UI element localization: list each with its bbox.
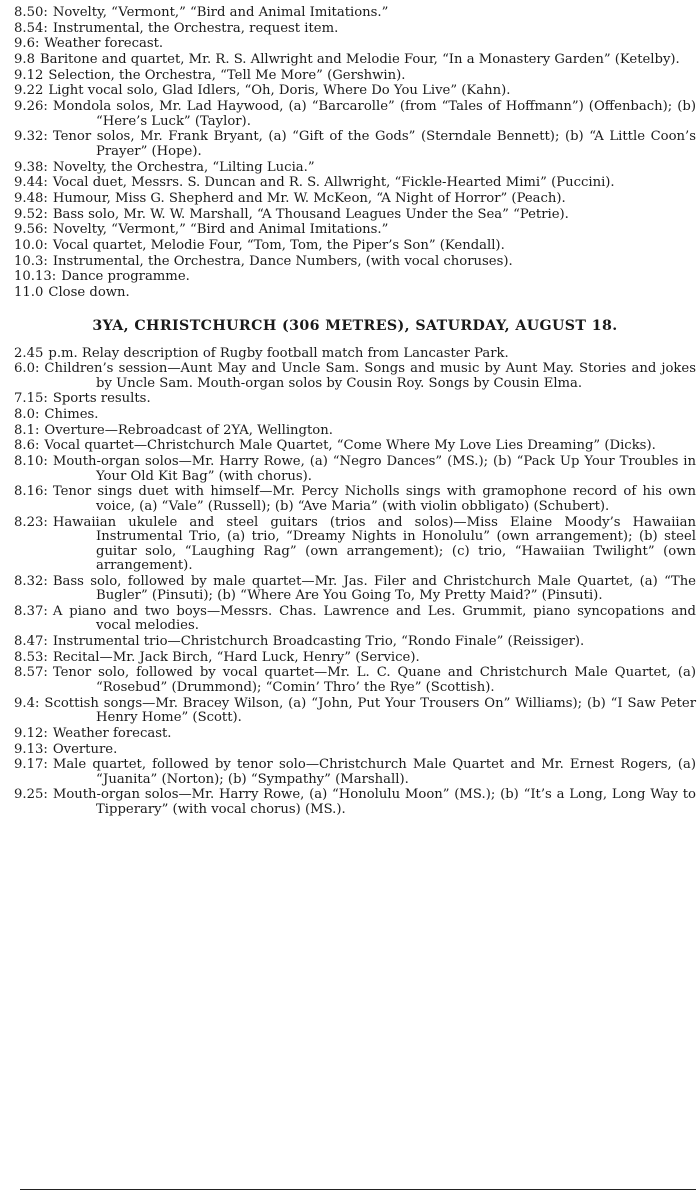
programme-entry bbox=[14, 666, 696, 695]
programme-entry bbox=[14, 208, 696, 223]
programme-entry bbox=[14, 635, 696, 650]
entry-time: 8.37: bbox=[14, 603, 48, 619]
programme-entry bbox=[14, 485, 696, 514]
programme-entry bbox=[14, 727, 696, 742]
entry-description: Male quartet, followed by tenor solo—Christchurch Male Quartet and Mr. Ernest Rogers, (a) “Juanita” (Norton); (b) “Sympathy” (Marshall). bbox=[52, 757, 696, 787]
programme-entry bbox=[14, 697, 696, 726]
programme-entry bbox=[14, 100, 696, 129]
entry-description: Scottish songs—Mr. Bracey Wilson, (a) “John, Put Your Trousers On” Williams); (b) “I Saw Peter Henry Home” (Scott). bbox=[44, 695, 696, 726]
programme-entry bbox=[14, 651, 696, 666]
entry-time: 8.54: bbox=[14, 20, 48, 36]
entry-description: A piano and two boys—Messrs. Chas. Lawrence and Les. Grummit, piano syncopations and vocal melodies. bbox=[52, 603, 696, 634]
entry-description: Novelty, the Orchestra, “Lilting Lucia.” bbox=[52, 159, 315, 175]
programme-entry bbox=[14, 37, 696, 52]
programme-entry bbox=[14, 516, 696, 574]
programme-entry bbox=[14, 255, 696, 270]
entry-time: 9.13: bbox=[14, 741, 48, 757]
programme-entry bbox=[14, 223, 696, 238]
entry-time: 10.3: bbox=[14, 253, 48, 269]
programme-entry bbox=[14, 176, 696, 191]
entry-description: Light vocal solo, Glad Idlers, “Oh, Doris, Where Do You Live” (Kahn). bbox=[48, 83, 511, 99]
column-divider-rule bbox=[20, 1189, 696, 1190]
entry-description: Tenor solo, followed by vocal quartet—Mr. L. C. Quane and Christchurch Male Quartet, (a) “Rosebud” (Drummond); “Comin’ Thro’ the Rye” (Scottish). bbox=[52, 665, 696, 695]
entry-description: Vocal quartet, Melodie Four, “Tom, Tom, the Piper’s Son” (Kendall). bbox=[52, 237, 505, 253]
entry-description: Selection, the Orchestra, “Tell Me More” (Gershwin). bbox=[48, 67, 406, 83]
entry-description: Mouth-organ solos—Mr. Harry Rowe, (a) “Honolulu Moon” (MS.); (b) “It’s a Long, Long Way to Tipperary” (with vocal chorus) (MS.). bbox=[52, 787, 696, 817]
entry-time: 9.17: bbox=[14, 757, 48, 773]
entry-description: Baritone and quartet, Mr. R. S. Allwright and Melodie Four, “In a Monastery Garden” (Ketelby). bbox=[39, 52, 680, 68]
entry-description: Sports results. bbox=[52, 391, 151, 407]
programme-entry bbox=[14, 53, 696, 68]
entry-time: 11.0 bbox=[14, 285, 44, 300]
entry-description: Chimes. bbox=[44, 407, 99, 423]
entry-time: 9.48: bbox=[14, 190, 48, 206]
programme-entry bbox=[14, 286, 696, 301]
entry-time: 9.12 bbox=[14, 67, 44, 83]
programme-list-3ya bbox=[14, 347, 696, 818]
entry-time: 2.45 bbox=[14, 345, 44, 361]
entry-time: 8.53: bbox=[14, 649, 48, 665]
programme-entry bbox=[14, 392, 696, 407]
entry-description: Bass solo, followed by male quartet—Mr. Jas. Filer and Christchurch Male Quartet, (a) “The Bugler” (Pinsuti); (b) “Where Are You Going To, My Pretty Maid?” (Pinsuti). bbox=[52, 573, 696, 604]
entry-description: Instrumental trio—Christchurch Broadcasting Trio, “Rondo Finale” (Reissiger). bbox=[52, 634, 585, 650]
entry-description: Close down. bbox=[48, 285, 130, 300]
entry-description: Weather forecast. bbox=[52, 725, 172, 741]
programme-entry bbox=[14, 130, 696, 159]
entry-time: 8.47: bbox=[14, 634, 48, 650]
entry-description: Mondola solos, Mr. Lad Haywood, (a) “Barcarolle” (from “Tales of Hoffmann”) (Offenbach); (b) “Here’s Luck” (Taylor). bbox=[52, 99, 696, 129]
entry-description: Novelty, “Vermont,” “Bird and Animal Imitations.” bbox=[52, 5, 389, 20]
entry-time: 10.0: bbox=[14, 237, 48, 253]
programme-entry bbox=[14, 192, 696, 207]
entry-time: 9.22 bbox=[14, 83, 44, 99]
programme-entry bbox=[14, 743, 696, 758]
entry-description: Mouth-organ solos—Mr. Harry Rowe, (a) “Negro Dances” (MS.); (b) “Pack Up Your Troubles in Your Old Kit Bag” (with chorus). bbox=[52, 454, 696, 484]
entry-description: Weather forecast. bbox=[44, 36, 164, 52]
station-heading-3ya: 3YA, CHRISTCHURCH (306 METRES), SATURDAY, AUGUST 18. bbox=[92, 317, 618, 334]
entry-time: 9.26: bbox=[14, 99, 48, 115]
programme-entry bbox=[14, 22, 696, 37]
programme-entry bbox=[14, 362, 696, 391]
entry-time: 8.16: bbox=[14, 484, 48, 500]
entry-time: 8.10: bbox=[14, 454, 48, 470]
entry-time: 9.8 bbox=[14, 52, 35, 68]
entry-time: 9.6: bbox=[14, 36, 40, 52]
entry-time: 9.25: bbox=[14, 787, 48, 803]
entry-description: Overture. bbox=[52, 741, 118, 757]
entry-time: 8.32: bbox=[14, 573, 48, 589]
entry-description: Novelty, “Vermont,” “Bird and Animal Imitations.” bbox=[52, 222, 389, 238]
entry-time: 7.15: bbox=[14, 391, 48, 407]
entry-description: Tenor sings duet with himself—Mr. Percy Nicholls sings with gramophone record of his own voice, (a) “Vale” (Russell); (b) “Ave Maria” (with violin obbligato) (Schubert). bbox=[52, 484, 696, 514]
programme-entry bbox=[14, 605, 696, 634]
entry-description: Humour, Miss G. Shepherd and Mr. W. McKeon, “A Night of Horror” (Peach). bbox=[52, 190, 566, 206]
entry-time: 8.1: bbox=[14, 422, 40, 438]
entry-description: Vocal duet, Messrs. S. Duncan and R. S. Allwright, “Fickle-Hearted Mimi” (Puccini). bbox=[52, 175, 615, 191]
programme-entry bbox=[14, 239, 696, 254]
entry-time: 8.50: bbox=[14, 5, 48, 20]
programme-entry bbox=[14, 347, 696, 362]
programme-entry bbox=[14, 758, 696, 787]
entry-time: 8.23: bbox=[14, 514, 48, 530]
programme-entry bbox=[14, 408, 696, 423]
programme-entry bbox=[14, 161, 696, 176]
programme-entry bbox=[14, 424, 696, 439]
entry-time: 8.0: bbox=[14, 407, 40, 423]
entry-description: Recital—Mr. Jack Birch, “Hard Luck, Henry” (Service). bbox=[52, 649, 420, 665]
entry-description: Children’s session—Aunt May and Uncle Sam. Songs and music by Aunt May. Stories and jokes by Uncle Sam. Mouth-organ solos by Cousin Roy. Songs by Cousin Elma. bbox=[44, 361, 696, 391]
entry-description: Vocal quartet—Christchurch Male Quartet, “Come Where My Love Lies Dreaming” (Dicks). bbox=[44, 438, 656, 454]
entry-time: 9.4: bbox=[14, 695, 40, 711]
entry-description: Hawaiian ukulele and steel guitars (trios and solos)—Miss Elaine Moody’s Hawaiian Instrumental Trio, (a) trio, “Dreamy Nights in Honolulu” (own arrangement); (b) steel guitar solo, “Laughing Rag” (own arrangement); (c) trio, “Hawaiian Twilight” (own arrangement). bbox=[52, 514, 696, 573]
entry-time: 9.12: bbox=[14, 725, 48, 741]
programme-entry bbox=[14, 6, 696, 21]
entry-description: Instrumental, the Orchestra, request item. bbox=[52, 20, 339, 36]
entry-description: Instrumental, the Orchestra, Dance Numbers, (with vocal choruses). bbox=[52, 253, 513, 269]
entry-description: p.m. Relay description of Rugby football match from Lancaster Park. bbox=[48, 345, 509, 361]
entry-time: 9.56: bbox=[14, 222, 48, 238]
entry-time: 8.57: bbox=[14, 665, 48, 681]
entry-description: Bass solo, Mr. W. W. Marshall, “A Thousand Leagues Under the Sea” “Petrie). bbox=[52, 206, 569, 222]
entry-time: 9.52: bbox=[14, 206, 48, 222]
programme-entry bbox=[14, 69, 696, 84]
entry-time: 10.13: bbox=[14, 269, 57, 285]
entry-description: Dance programme. bbox=[61, 269, 190, 285]
entry-time: 8.6: bbox=[14, 438, 40, 454]
entry-description: Tenor solos, Mr. Frank Bryant, (a) “Gift of the Gods” (Sterndale Bennett); (b) “A Little Coon’s Prayer” (Hope). bbox=[52, 129, 696, 159]
entry-time: 9.44: bbox=[14, 175, 48, 191]
programme-entry bbox=[14, 439, 696, 454]
entry-description: Overture—Rebroadcast of 2YA, Wellington. bbox=[44, 422, 333, 438]
entry-time: 6.0: bbox=[14, 361, 40, 377]
entry-time: 9.38: bbox=[14, 159, 48, 175]
programme-entry bbox=[14, 575, 696, 604]
programme-entry bbox=[14, 270, 696, 285]
programme-entry bbox=[14, 84, 696, 99]
entry-time: 9.32: bbox=[14, 129, 48, 145]
programme-list-2ya bbox=[14, 6, 696, 301]
programme-entry bbox=[14, 455, 696, 484]
programme-entry bbox=[14, 788, 696, 817]
